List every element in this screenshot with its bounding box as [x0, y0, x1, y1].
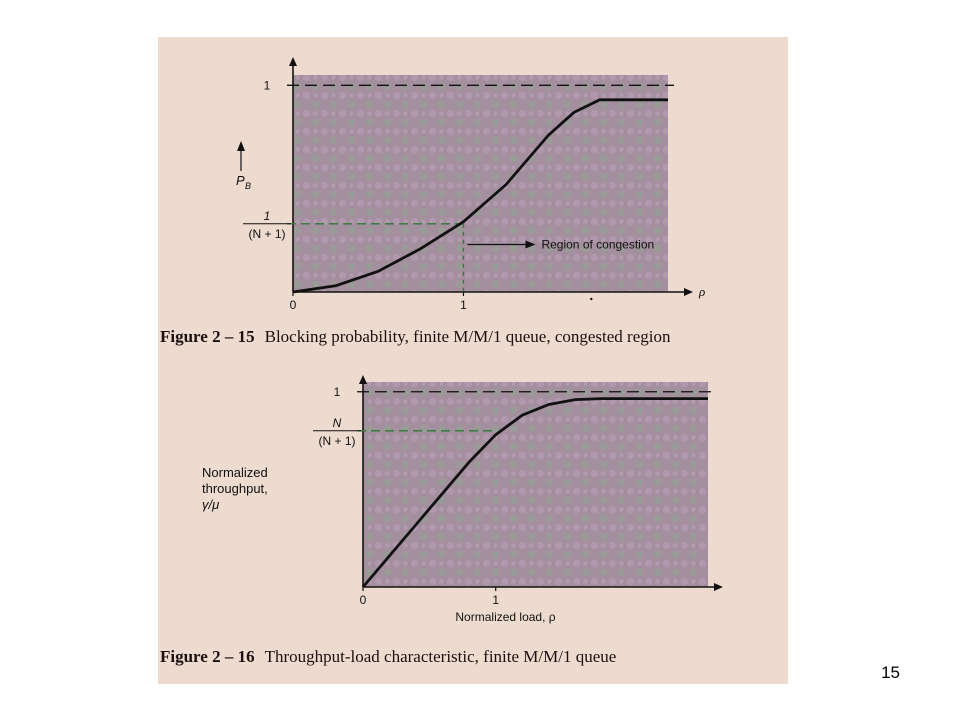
chart-2 [202, 375, 723, 624]
x-axis-label: Normalized load, ρ [455, 610, 556, 624]
figure-caption-2-15 [160, 327, 670, 347]
y-axis-label-subscript: B [245, 181, 252, 191]
chart-1 [236, 57, 705, 312]
figure-caption-2-16 [160, 647, 616, 667]
scanned-textbook-page [158, 37, 788, 684]
plot-area [363, 382, 708, 587]
y-tick-label: 1 [333, 384, 341, 399]
up-arrow-icon [237, 141, 245, 151]
plot-area [293, 75, 668, 292]
y-tick-label-denominator: (N + 1) [318, 433, 356, 448]
y-tick-label-numerator: 1 [263, 208, 271, 223]
y-tick-label-denominator: (N + 1) [248, 226, 286, 241]
figure-title: Blocking probability, finite M/M/1 queue, congested region [264, 327, 671, 346]
stray-dot [590, 298, 592, 300]
x-tick-label: 0 [289, 298, 297, 312]
y-axis-label-line: Normalized [202, 465, 268, 480]
figure-label: Figure 2 – 16 [160, 647, 255, 666]
x-axis-arrow-icon [684, 288, 693, 296]
annotation-text: Region of congestion [541, 237, 655, 252]
y-tick-label: 1 [263, 78, 271, 93]
y-axis-arrow-icon [359, 375, 367, 384]
figure-title: Throughput-load characteristic, finite M/M/1 queue [264, 647, 617, 666]
figure-label: Figure 2 – 15 [160, 327, 255, 346]
x-axis-arrow-icon [714, 583, 723, 591]
charts-canvas [158, 37, 788, 684]
x-axis-label: ρ [699, 284, 706, 299]
y-axis-label-line: γ/μ [202, 497, 220, 512]
x-tick-label: 1 [492, 593, 500, 607]
y-axis-label: P [236, 173, 245, 188]
x-tick-label: 0 [359, 593, 367, 607]
x-tick-label: 1 [460, 298, 467, 312]
y-axis-arrow-icon [289, 57, 297, 66]
slide-number: 15 [881, 663, 900, 682]
y-tick-label-numerator: N [332, 415, 342, 430]
y-axis-label-line: throughput, [202, 481, 268, 496]
